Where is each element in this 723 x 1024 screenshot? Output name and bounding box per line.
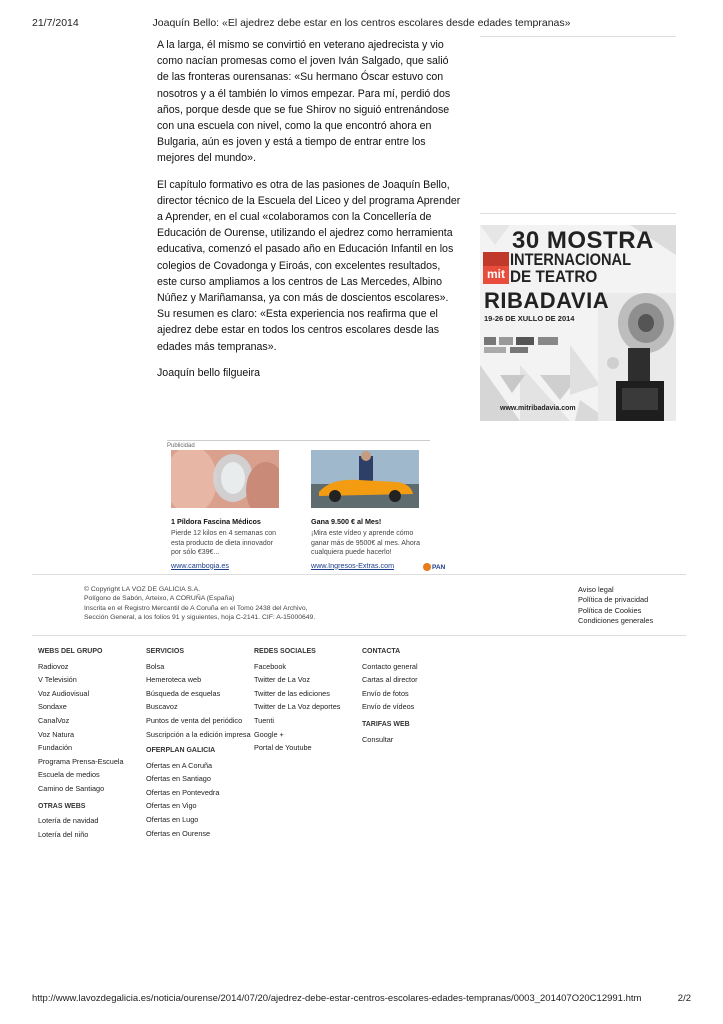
- footer-link[interactable]: Búsqueda de esquelas: [146, 688, 221, 698]
- footer-link[interactable]: Ofertas en Ourense: [146, 828, 211, 838]
- footer-link[interactable]: Google +: [254, 729, 284, 739]
- footer-link[interactable]: Camino de Santiago: [38, 783, 105, 793]
- footer-link[interactable]: Twitter de La Voz: [254, 675, 310, 685]
- footer-link[interactable]: Twitter de las ediciones: [254, 688, 330, 698]
- promo-title[interactable]: Gana 9.500 € al Mes!: [311, 517, 382, 526]
- promo-card[interactable]: [171, 450, 281, 570]
- footer-column-contacta: [362, 645, 466, 746]
- footer-link[interactable]: Puntos de venta del periódico: [146, 715, 243, 725]
- promo-title[interactable]: 1 Píldora Fascina Médicos: [171, 517, 261, 526]
- ad-headline: RIBADAVIA: [484, 288, 610, 313]
- ad-dates: 19-26 DE XULLO DE 2014: [484, 314, 575, 323]
- print-header: [32, 17, 691, 31]
- promo-tag: Publicidad: [167, 443, 195, 449]
- footer-link[interactable]: Consultar: [362, 734, 394, 744]
- print-page-title: Joaquín Bello: «El ajedrez debe estar en los centros escolares desde edades tempranas»: [152, 17, 571, 29]
- legal-link-condiciones[interactable]: Condiciones generales: [578, 616, 654, 626]
- ad-website: www.mitribadavia.com: [500, 405, 576, 412]
- footer-link[interactable]: Programa Prensa-Escuela: [38, 756, 124, 766]
- column-subheading: OFERPLAN GALICIA: [146, 747, 216, 755]
- footer-link[interactable]: Facebook: [254, 661, 287, 671]
- copyright-line: Polígono de Sabón, Arteixo, A CORUÑA (España): [84, 595, 235, 603]
- gramophone-performer-photo: [598, 293, 676, 421]
- promo-link[interactable]: www.Ingresos-Extras.com: [311, 560, 395, 570]
- footer-column-webs-grupo: [38, 645, 142, 841]
- pan-provider-logo[interactable]: [423, 563, 445, 571]
- promo-thumbnail[interactable]: [311, 450, 419, 508]
- promo-description: ¡Mira este vídeo y aprende cómo ganar más de 9500€ al mes. Ahora cualquiera puede hacerlo!: [311, 530, 420, 556]
- ad-headline: INTERNACIONAL: [510, 250, 632, 269]
- article-paragraph: A la larga, él mismo se convirtió en veterano ajedrecista y vio como nacían promesas como el joven Iván Salgado, que salió de las fronteras ourensanas: «Su hermano Óscar estuvo con nosotros y a él también lo vimos empezar. Para mí, perdió dos años, porque desde que se fue Shirov no siguió entrenándose con una escuela con nivel, como la que encontró ahora en Bulgaria, aún es joven y está a tiempo de entrar entre los mejores del mundo».: [157, 39, 451, 165]
- svg-text:mit: mit: [487, 267, 505, 281]
- column-heading: SERVICIOS: [146, 648, 184, 655]
- footer-link[interactable]: V Televisión: [38, 675, 77, 685]
- footer-link[interactable]: Escuela de medios: [38, 770, 100, 780]
- column-subheading: OTRAS WEBS: [38, 802, 86, 810]
- promo-divider: [167, 440, 430, 441]
- footer-link[interactable]: Lotería del niño: [38, 829, 89, 839]
- promo-card[interactable]: [311, 450, 421, 570]
- copyright-line: Sección General, a los folios 91 y siguientes, hoja C-2141. CIF: A-15000649.: [84, 613, 316, 621]
- copyright-notice: [84, 585, 404, 622]
- footer-divider: [32, 574, 686, 575]
- footer-link[interactable]: Ofertas en Vigo: [146, 801, 197, 811]
- column-heading: REDES SOCIALES: [254, 648, 316, 655]
- promo-thumbnail[interactable]: [171, 450, 279, 508]
- footer-link[interactable]: Portal de Youtube: [254, 743, 312, 753]
- legal-link-cookies[interactable]: Política de Cookies: [578, 605, 642, 615]
- print-footer: [32, 993, 691, 1007]
- print-date: 21/7/2014: [32, 17, 79, 29]
- print-url: http://www.lavozdegalicia.es/noticia/ourense/2014/07/20/ajedrez-debe-estar-centros-escolares-edades-tempranas/0003_201407O20C12991.htm: [32, 993, 642, 1004]
- footer-link[interactable]: Cartas al director: [362, 675, 418, 685]
- footer-link[interactable]: Hemeroteca web: [146, 675, 202, 685]
- pan-icon: [423, 563, 431, 571]
- legal-links: [578, 585, 653, 627]
- footer-link[interactable]: Voz Audiovisual: [38, 688, 90, 698]
- footer-column-servicios: [146, 645, 252, 840]
- footer-link[interactable]: Radiovoz: [38, 661, 69, 671]
- footer-link[interactable]: Envío de fotos: [362, 688, 409, 698]
- footer-link[interactable]: Ofertas en Lugo: [146, 815, 199, 825]
- footer-link[interactable]: Envío de vídeos: [362, 702, 415, 712]
- footer-link[interactable]: Suscripción a la edición impresa: [146, 729, 251, 739]
- footer-link[interactable]: Bolsa: [146, 661, 165, 671]
- sidebar-divider: [480, 213, 676, 214]
- theatre-festival-ad[interactable]: [480, 225, 676, 421]
- footer-link[interactable]: CanalVoz: [38, 715, 70, 725]
- article-body: [157, 37, 463, 391]
- ad-headline: DE TEATRO: [510, 267, 598, 286]
- legal-link-aviso[interactable]: Aviso legal: [578, 585, 614, 594]
- legal-link-privacidad[interactable]: Política de privacidad: [578, 595, 649, 605]
- footer-link[interactable]: Fundación: [38, 743, 73, 753]
- column-heading: CONTACTA: [362, 648, 401, 655]
- sidebar-divider: [480, 36, 676, 37]
- footer-link[interactable]: Buscavoz: [146, 702, 178, 712]
- mit-logo-icon: [483, 252, 509, 284]
- article-paragraph: El capítulo formativo es otra de las pasiones de Joaquín Bello, director técnico de la Escuela del Liceo y del programa Aprender a Aprender, en el cual «colaboramos con la Concellería de Educación de Ourense, utilizando el ajedrez como herramienta educativa, comenzó el pasado año en Educación Infantil en los colegios de Covadonga y Eiroás, con excelentes resultados, este curso ampliamos a los centros de Las Mercedes, Albino Núñez y Mariñamansa, ya con más de doscientos escolares». Su resumen es claro: «Esta experiencia nos reafirma que el ajedrez debe estar en todos los centros escolares desde las edades más tempranas».: [157, 178, 461, 353]
- copyright-line: Inscrita en el Registro Mercantil de A Coruña en el Tomo 2438 del Archivo,: [84, 604, 308, 612]
- sponsor-logos: [484, 333, 564, 355]
- footer-link[interactable]: Twitter de La Voz deportes: [254, 702, 341, 712]
- footer-link[interactable]: Lotería de navidad: [38, 816, 99, 826]
- promo-link[interactable]: www.cambogia.es: [171, 560, 229, 570]
- column-heading: WEBS DEL GRUPO: [38, 648, 103, 655]
- ad-headline: 30 MOSTRA: [512, 227, 654, 254]
- pan-label: PAN: [432, 563, 446, 571]
- footer-link[interactable]: Ofertas en Santiago: [146, 774, 211, 784]
- footer-column-redes-sociales: [254, 645, 358, 755]
- footer-link[interactable]: Ofertas en A Coruña: [146, 760, 213, 770]
- promo-description: Pierde 12 kilos en 4 semanas con esta producto de dieta innovador por sólo €39€...: [171, 530, 277, 556]
- footer-link[interactable]: Ofertas en Pontevedra: [146, 787, 220, 797]
- footer-link[interactable]: Contacto general: [362, 661, 418, 671]
- article-author: Joaquín bello filgueira: [157, 366, 261, 379]
- footer-link[interactable]: Tuenti: [254, 715, 275, 725]
- footer-link[interactable]: Voz Natura: [38, 729, 75, 739]
- column-subheading: TARIFAS WEB: [362, 720, 410, 728]
- print-page-number: 2/2: [677, 993, 691, 1004]
- footer-link[interactable]: Sondaxe: [38, 702, 67, 712]
- sponsored-content: [167, 440, 430, 570]
- footer-divider: [32, 635, 686, 636]
- copyright-line: © Copyright LA VOZ DE GALICIA S.A.: [84, 586, 201, 593]
